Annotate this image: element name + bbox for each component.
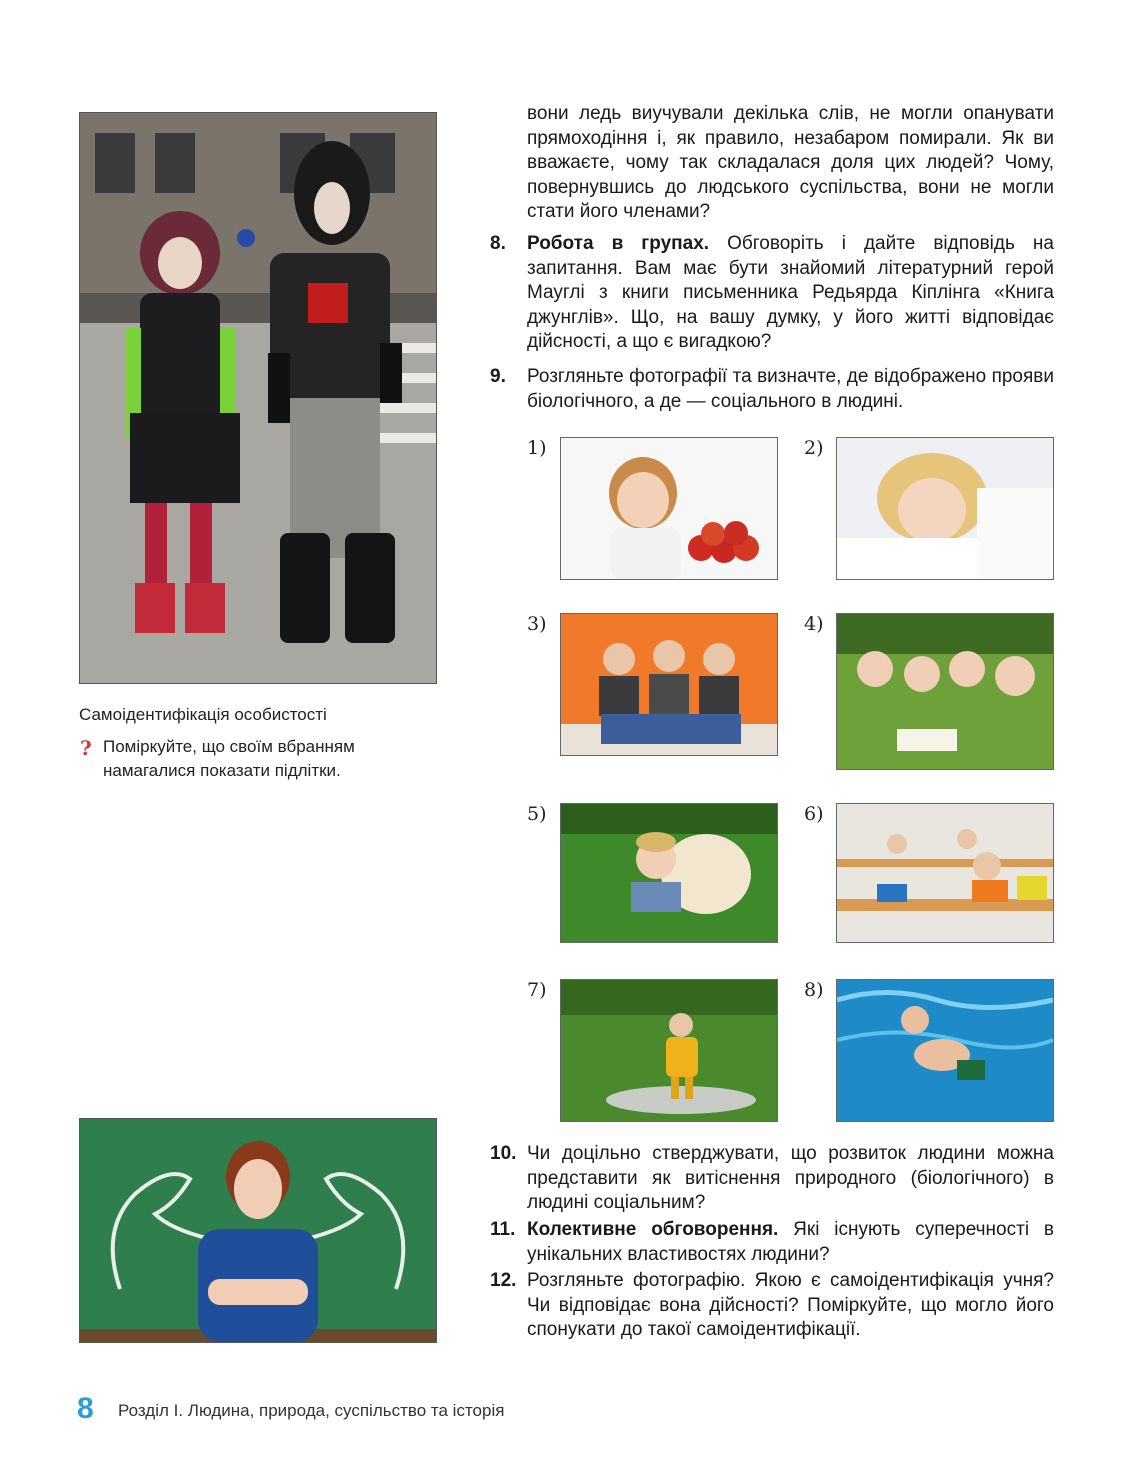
photo-label-5: 5) xyxy=(527,803,547,825)
photo-5-boy-dog xyxy=(560,803,778,943)
photo-caption: Самоідентифікація особистості xyxy=(79,705,327,724)
question-10-number: 10. xyxy=(490,1143,517,1164)
question-11-lead: Колективне обговорення. xyxy=(527,1219,779,1240)
photo-label-2: 2) xyxy=(804,437,824,459)
photo-label-8: 8) xyxy=(804,979,824,1001)
photo-8-illustration xyxy=(837,980,1053,1121)
question-11-text: Які існують суперечності в унікальних властивостях людини? xyxy=(527,1219,1054,1265)
question-8-text: Обговоріть і дайте відповідь на запитання. Вам має бути знайомий літературний герой Мауглі з книги письменника Редьярда Кіплінга «Книга джунглів». Що, на вашу думку, у його житті відповідає дійсності, а що є вигадкою? xyxy=(527,233,1054,352)
question-11 xyxy=(527,1218,1054,1267)
question-mark-icon: ? xyxy=(80,736,92,760)
question-11-number: 11. xyxy=(490,1219,516,1240)
question-8-lead: Робота в групах. xyxy=(527,233,710,254)
photo-label-6: 6) xyxy=(804,803,824,825)
page-number: 8 xyxy=(77,1392,94,1425)
photo-4-illustration xyxy=(837,614,1053,769)
photo-6-classroom xyxy=(836,803,1054,943)
photo-5-illustration xyxy=(561,804,777,942)
photo-8-boy-swimming xyxy=(836,979,1054,1122)
photo-2-sleeping-child xyxy=(836,437,1054,580)
photo-6-illustration xyxy=(837,804,1053,942)
question-12-number: 12. xyxy=(490,1270,517,1291)
photo-7-illustration xyxy=(561,980,777,1121)
photo-7-child-puddle xyxy=(560,979,778,1122)
question-9-text: Розгляньте фотографії та визначте, де відображено прояви біологічного, а де — соціального в людині. xyxy=(527,366,1054,412)
photo-4-children-reading xyxy=(836,613,1054,770)
photo-3-illustration xyxy=(561,614,777,756)
photo-boy-chalkboard xyxy=(79,1118,437,1343)
question-12-text: Розгляньте фотографію. Якою є самоідентифікація учня? Чи відповідає вона дійсності? Поміркуйте, що могло його спонукати до такої самоідентифікації. xyxy=(527,1270,1054,1340)
photo-label-1: 1) xyxy=(527,437,547,459)
question-10-text: Чи доцільно стверджувати, що розвиток людини можна представити як витіснення природного (біологічного) в людині соціальним? xyxy=(527,1143,1054,1213)
photo-1-illustration xyxy=(561,438,777,579)
question-8 xyxy=(527,232,1054,355)
photo-3-boys-sofa xyxy=(560,613,778,756)
photo-1-girl-apples xyxy=(560,437,778,580)
question-9-number: 9. xyxy=(490,366,506,387)
photo-label-4: 4) xyxy=(804,613,824,635)
photo-label-3: 3) xyxy=(527,613,547,635)
question-8-number: 8. xyxy=(490,233,506,254)
intro-paragraph: вони ледь виучували декілька слів, не могли опанувати прямоходіння і, як правило, незабаром помирали. Як ви вважаєте, чому так складалася доля цих людей? Чому, повернувшись до людського суспільства, вони не могли стати його членами? xyxy=(527,103,1054,222)
photo-teenagers xyxy=(79,112,437,684)
photo-2-illustration xyxy=(837,438,1053,579)
hint-text: Поміркуйте, що своїм вбранням намагалися показати підлітки. xyxy=(103,737,355,780)
photo-boy-illustration xyxy=(80,1119,436,1342)
photo-teenagers-illustration xyxy=(80,113,436,683)
photo-label-7: 7) xyxy=(527,979,547,1001)
section-title: Розділ І. Людина, природа, суспільство та історія xyxy=(118,1401,505,1420)
